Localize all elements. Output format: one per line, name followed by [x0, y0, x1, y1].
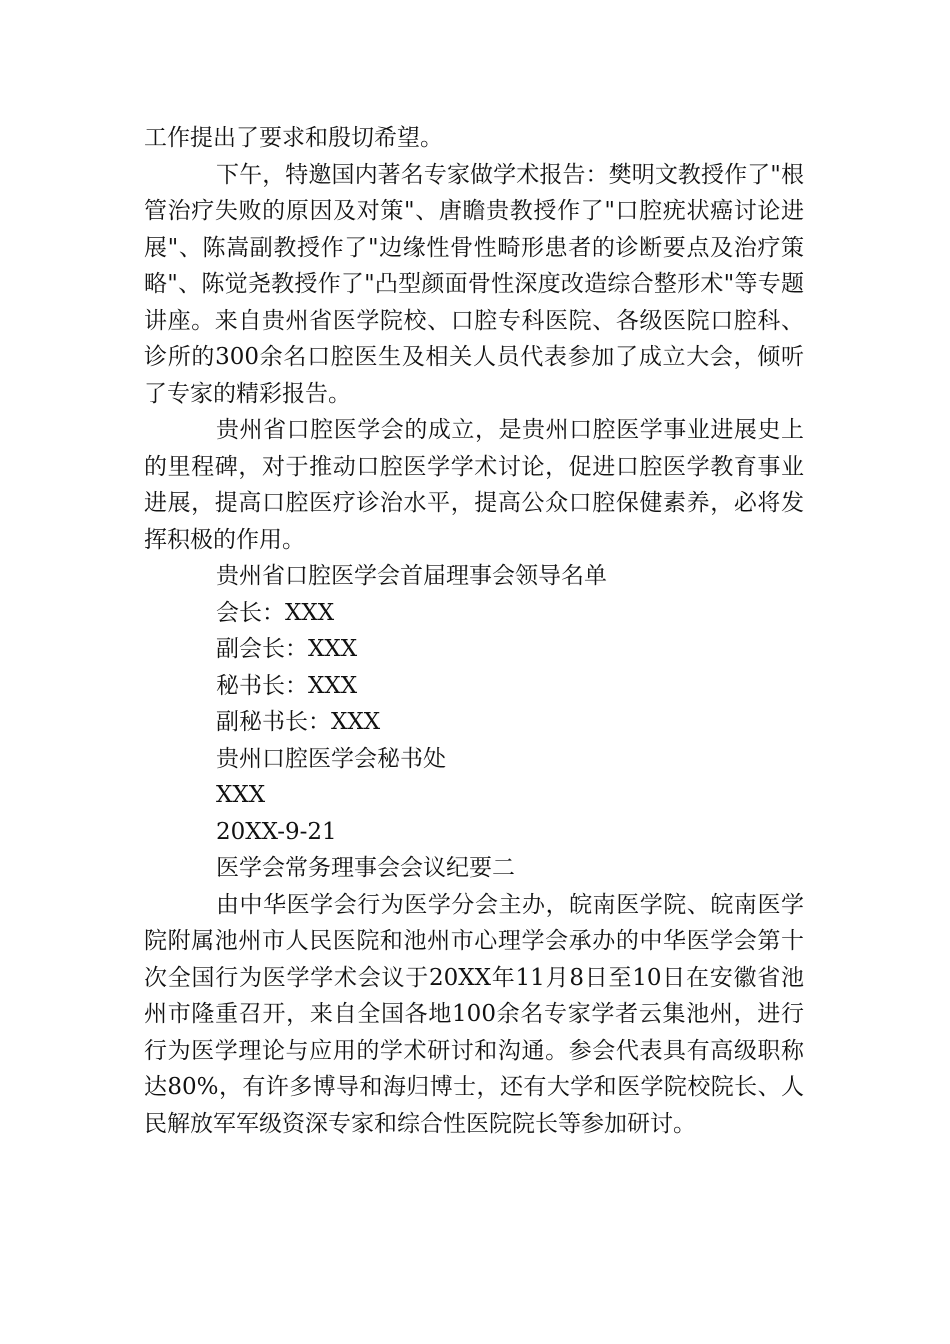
- role-president: 会长：XXX: [216, 599, 335, 626]
- paragraph-conference: 由中华医学会行为医学分会主办，皖南医学院、皖南医学院附属池州市人民医院和池州市心理学会承办的中华医学会第十次全国行为医学学术会议于20XX年11月8日至10日在安徽省池州市隆重召开，来自全国各地100余名专家学者云集池州，进行行为医学理论与应用的学术研讨和沟通。参会代表具有高级职称达80%，有许多博导和海归博士，还有大学和医学院校院长、人民解放军军级资深专家和综合性医院院长等参加研讨。: [144, 891, 804, 1137]
- leadership-list-title: 贵州省口腔医学会首届理事会领导名单: [216, 563, 607, 589]
- role-deputy-secretary-general: 副秘书长：XXX: [216, 709, 381, 735]
- signature-name: XXX: [216, 782, 266, 808]
- signature-organization: 贵州口腔医学会秘书处: [216, 745, 446, 772]
- signature-date: 20XX-9-21: [216, 818, 337, 845]
- paragraph-continuation: 工作提出了要求和殷切希望。: [144, 125, 443, 151]
- section-title: 医学会常务理事会会议纪要二: [216, 855, 515, 881]
- role-secretary-general: 秘书长：XXX: [216, 672, 358, 699]
- role-vice-president: 副会长：XXX: [216, 636, 358, 662]
- paragraph-afternoon-reports: 下午，特邀国内著名专家做学术报告：樊明文教授作了"根管治疗失败的原因及对策"、唐瞻贵教授作了"口腔疣状癌讨论进展"、陈嵩副教授作了"边缘性骨性畸形患者的诊断要点及治疗策略"、陈觉尧教授作了"凸型颜面骨性深度改造综合整形术"等专题讲座。来自贵州省医学院校、口腔专科医院、各级医院口腔科、诊所的300余名口腔医生及相关人员代表参加了成立大会，倾听了专家的精彩报告。: [144, 161, 804, 407]
- document-body: [144, 120, 804, 1142]
- paragraph-significance: 贵州省口腔医学会的成立，是贵州口腔医学事业进展史上的里程碑，对于推动口腔医学学术讨论，促进口腔医学教育事业进展，提高口腔医疗诊治水平，提高公众口腔保健素养，必将发挥积极的作用。: [144, 417, 804, 553]
